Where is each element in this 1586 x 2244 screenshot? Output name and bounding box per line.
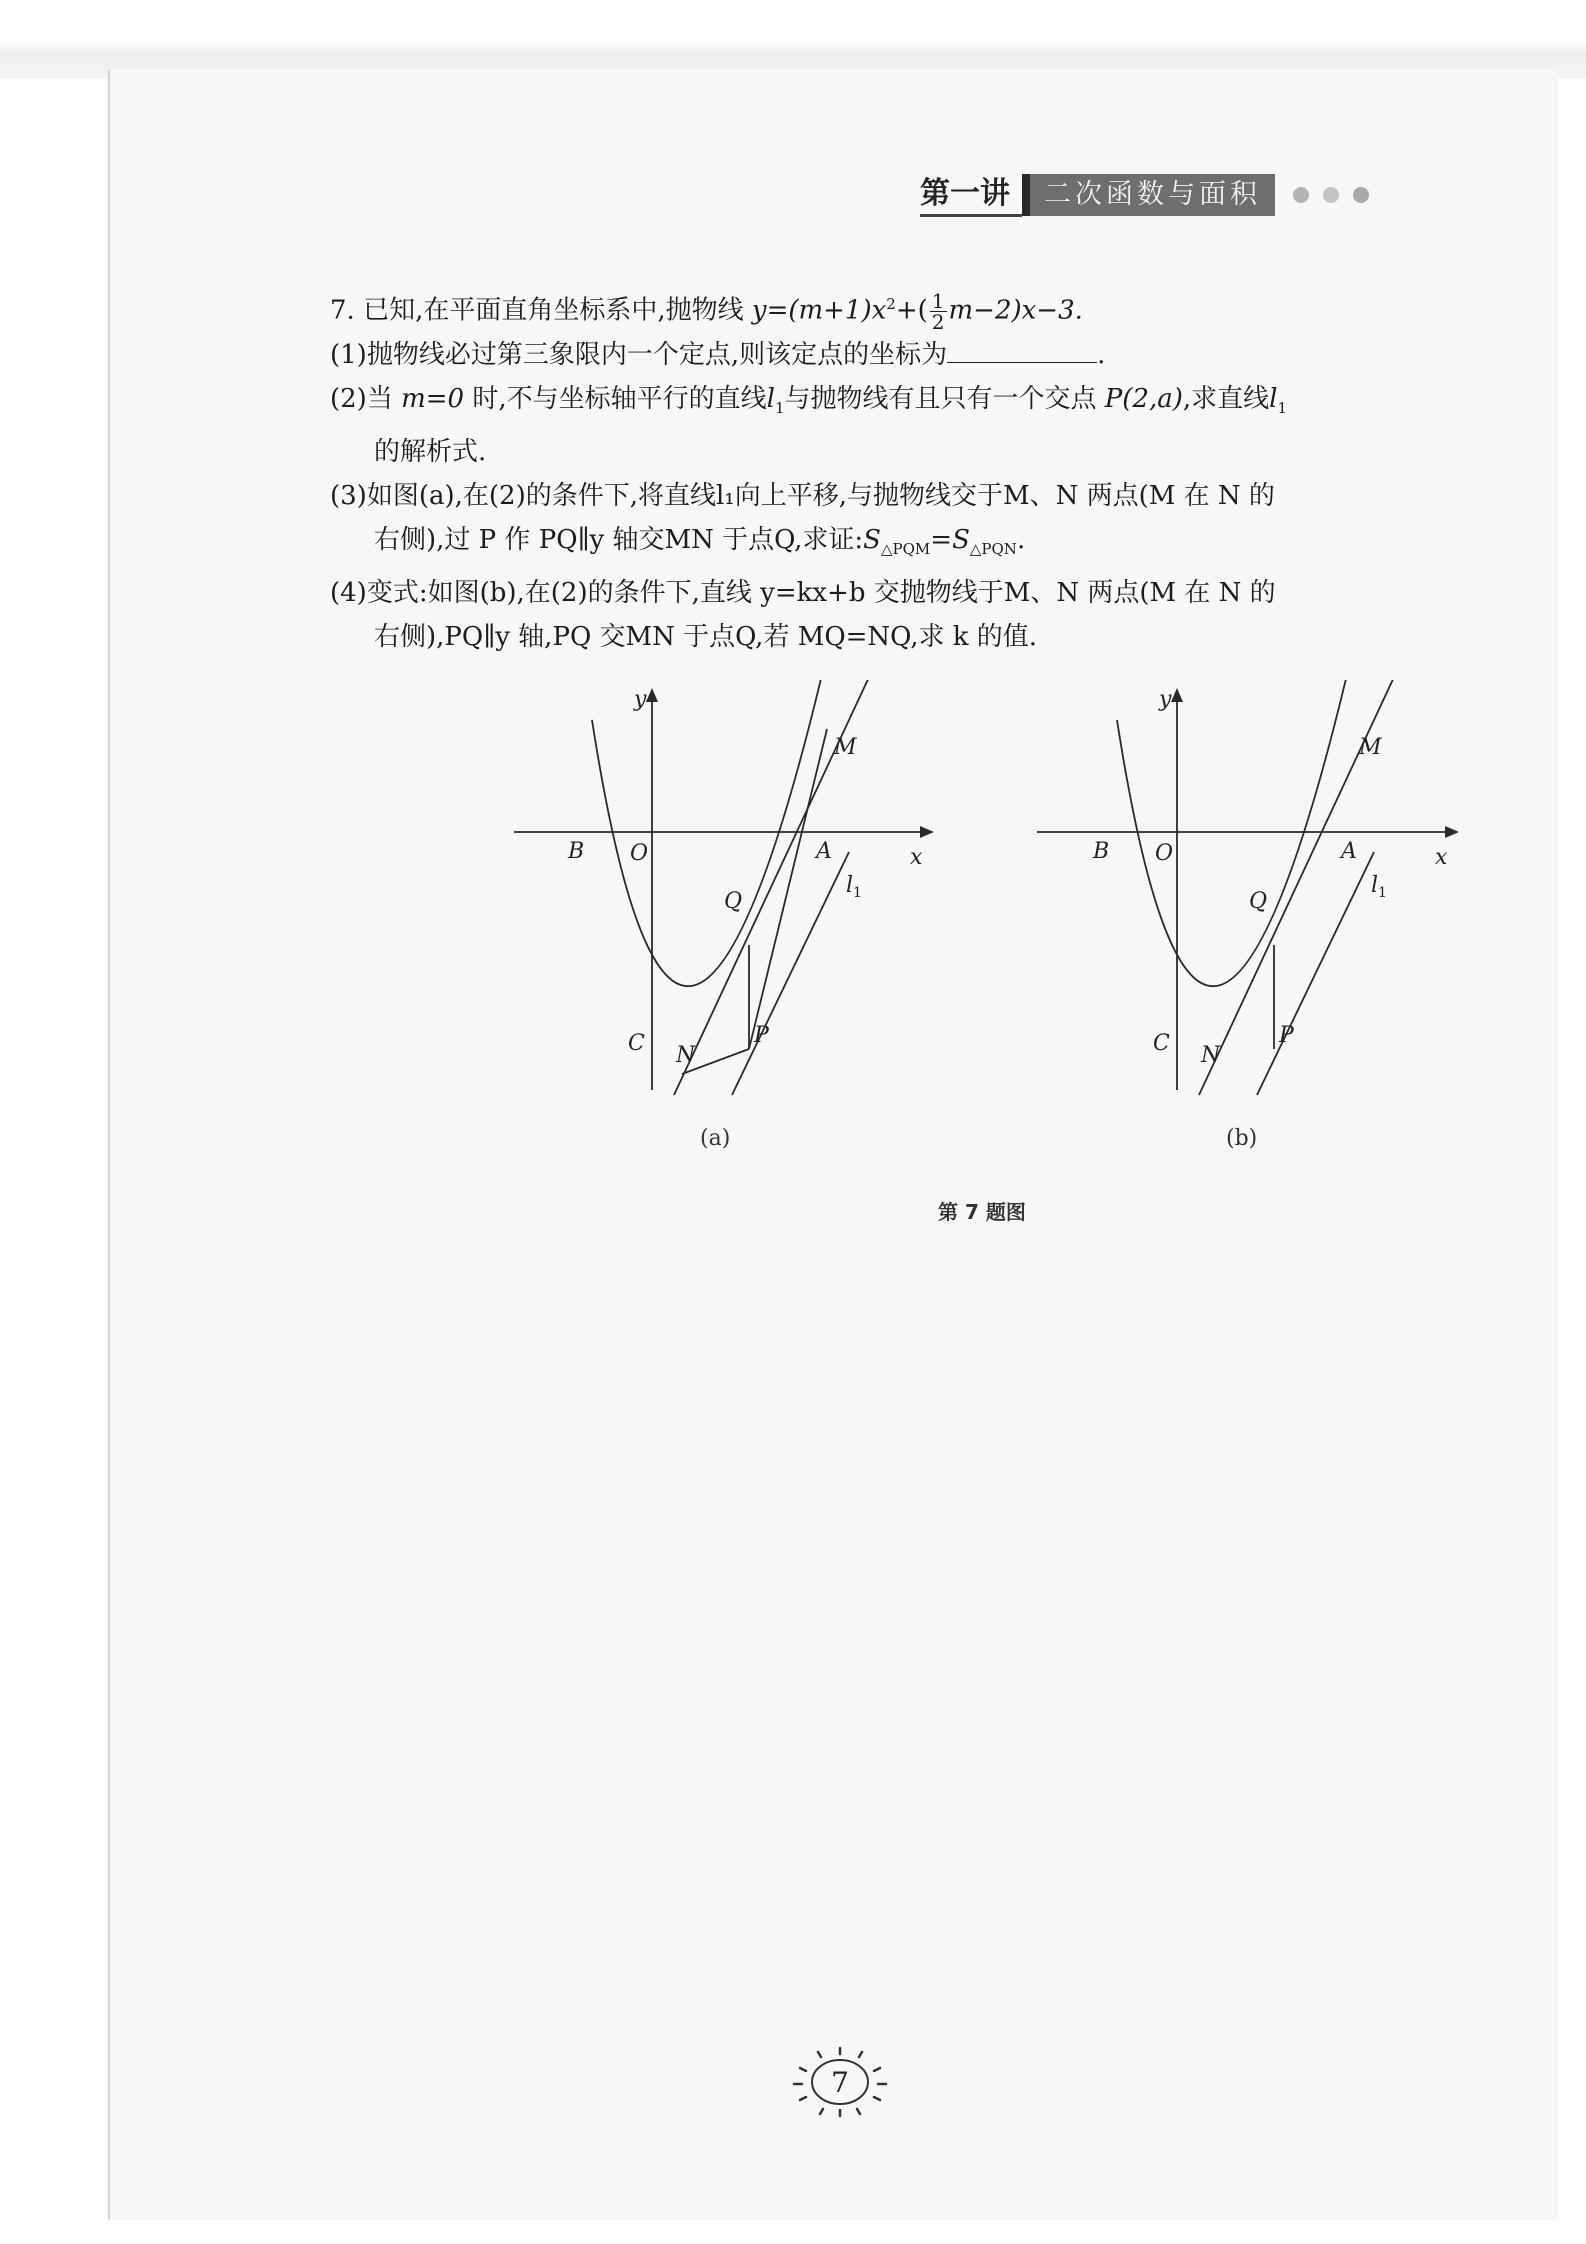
x-arrow-icon — [920, 826, 934, 838]
question-1 — [330, 333, 1480, 377]
figure-b-caption: (b) — [1226, 1126, 1258, 1151]
question-3-text: 右侧),过 P 作 PQ∥y 轴交MN 于点Q,求证: — [374, 524, 864, 555]
point-n-label: N — [676, 1043, 696, 1068]
area-symbol: S — [863, 524, 881, 555]
question-2-text: 与抛物线有且只有一个交点 — [784, 383, 1105, 414]
point-b-label: B — [568, 839, 585, 864]
x-arrow-icon — [1445, 826, 1459, 838]
question-4-line1: (4)变式:如图(b),在(2)的条件下,直线 y=kx+b 交抛物线于M、N 两点(M 在 N 的 — [330, 578, 1276, 609]
question-2-text: (2)当 — [330, 383, 402, 414]
point-p-label: P — [754, 1023, 769, 1048]
problem-stem — [330, 282, 1480, 333]
parabola — [1117, 680, 1350, 986]
segment-pm — [749, 729, 827, 1049]
y-label: y — [1159, 687, 1172, 712]
question-4-line2: 右侧),PQ∥y 轴,PQ 交MN 于点Q,若 MQ=NQ,求 k 的值. — [374, 622, 1038, 653]
y-arrow-icon — [1171, 688, 1183, 702]
equals-sign: = — [930, 524, 953, 555]
stem-text: 7. 已知,在平面直角坐标系中,抛物线 — [330, 295, 752, 326]
stem-equation-part: y=(m+1)x — [751, 295, 887, 326]
question-2-condition: m=0 — [401, 383, 465, 414]
line-l1-label: $l_1$ — [846, 873, 862, 901]
origin-label: O — [1155, 841, 1174, 866]
area-symbol: S — [952, 524, 970, 555]
line-subscript: 1 — [1277, 398, 1287, 417]
point-a-label: A — [1341, 839, 1357, 864]
question-1-text: (1)抛物线必过第三象限内一个定点,则该定点的坐标为 — [330, 339, 948, 370]
point-m-label: M — [834, 735, 857, 760]
dot-icon — [1323, 187, 1339, 203]
page-number-text: 7 — [831, 2066, 849, 2099]
point-q-label: Q — [724, 889, 743, 914]
point-q-label: Q — [1249, 889, 1268, 914]
parabola — [592, 680, 825, 986]
stem-exponent: 2 — [886, 295, 896, 313]
question-2-line2: 的解析式. — [374, 436, 487, 467]
point-m-label: M — [1359, 735, 1382, 760]
line-subscript: 1 — [774, 398, 785, 417]
y-label: y — [634, 687, 647, 712]
figure-a — [500, 680, 940, 1120]
page-header — [920, 172, 1369, 218]
problem-7 — [330, 282, 1480, 659]
question-2 — [330, 377, 1480, 430]
header-dots — [1293, 187, 1369, 203]
fraction-numerator: 1 — [931, 289, 945, 314]
question-2-text: ,求直线 — [1182, 383, 1270, 414]
line-symbol: l — [766, 383, 775, 414]
page-number — [780, 2042, 900, 2122]
point-c-label: C — [1153, 1031, 1170, 1056]
question-3-line2 — [330, 518, 1480, 571]
fraction — [930, 289, 947, 335]
point-p-label: P — [1279, 1023, 1294, 1048]
question-3-end: . — [1016, 524, 1026, 555]
stem-equation-part: +( — [895, 295, 928, 326]
question-3-line1: (3)如图(a),在(2)的条件下,将直线l₁向上平移,与抛物线交于M、N 两点(M 在 N 的 — [330, 480, 1275, 511]
area-subscript: △PQM — [880, 540, 931, 559]
line-l1-label: $l_1$ — [1371, 873, 1387, 901]
area-subscript: △PQN — [969, 540, 1017, 559]
dot-icon — [1353, 187, 1369, 203]
chapter-title: 二次函数与面积 — [1022, 174, 1275, 216]
dot-icon — [1293, 187, 1309, 203]
question-1-end: . — [1097, 339, 1106, 370]
line-symbol: l — [1269, 383, 1278, 414]
figure-b — [1025, 680, 1465, 1120]
x-label: x — [1435, 845, 1448, 870]
answer-blank[interactable] — [947, 334, 1097, 363]
stem-equation-part: m−2)x−3. — [948, 295, 1083, 326]
figure-title: 第 7 题图 — [938, 1200, 1026, 1224]
y-arrow-icon — [646, 688, 658, 702]
point-c-label: C — [628, 1031, 645, 1056]
figure-a-caption: (a) — [700, 1126, 731, 1151]
lecture-label: 第一讲 — [920, 174, 1022, 217]
fraction-denominator: 2 — [931, 310, 945, 335]
origin-label: O — [630, 841, 649, 866]
x-label: x — [910, 845, 923, 870]
point-b-label: B — [1093, 839, 1110, 864]
point-n-label: N — [1201, 1043, 1221, 1068]
point-a-label: A — [816, 839, 832, 864]
point-p: P(2,a) — [1104, 383, 1183, 414]
question-2-text: 时,不与坐标轴平行的直线 — [464, 383, 767, 414]
